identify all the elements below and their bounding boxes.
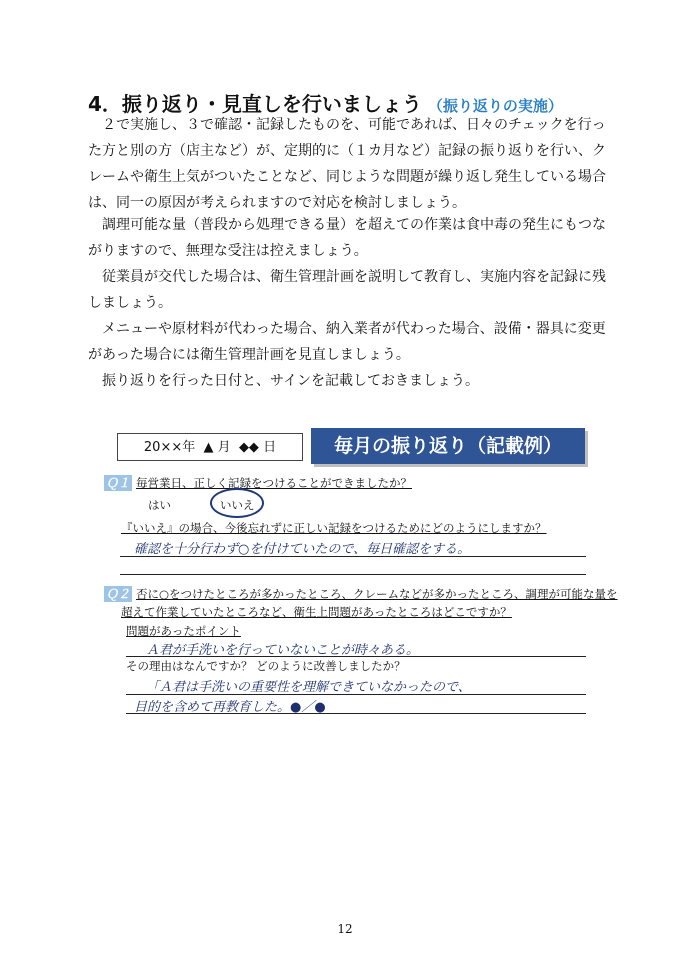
q2-reason-answer-line1: 「Ａ君は手洗いの重要性を理解できていなかったので、 xyxy=(146,680,471,695)
paragraph-1: ２で実施し、３で確認・記録したものを、可能であれば、日々のチェックを行った方と別の方（店主など）が、定期的に（１カ月など）記録の振り返りを行い、クレームや衛生上気がついたことなど、同じような問題が繰り返し発生している場合は、同一の原因が考えられますので対応を検討しましょう。 xyxy=(88,117,606,211)
q2-reason-answer-line2: 目的を含めて再教育した。●／● xyxy=(134,700,326,715)
date-year: 20×× xyxy=(143,440,183,455)
date-month: ▲ xyxy=(203,440,214,455)
answer-line xyxy=(126,713,586,714)
paragraph-5: 振り返りを行った日付と、サインを記載しておきましょう。 xyxy=(102,373,480,389)
paragraph-4: メニューや原材料が代わった場合、納入業者が代わった場合、設備・器具に変更があった場合には衛生管理計画を見直しましょう。 xyxy=(88,321,606,363)
date-month-unit: 月 xyxy=(217,440,231,455)
example-title: 毎月の振り返り（記載例） xyxy=(311,428,585,464)
paragraph-3: 従業員が交代した場合は、衛生管理計画を説明して教育し、実施内容を記録に残しましょう。 xyxy=(88,269,606,311)
heading-main: 4．振り返り・見直しを行いましょう xyxy=(88,92,422,116)
date-day-unit: 日 xyxy=(263,440,277,455)
answer-line xyxy=(120,574,586,575)
date-field xyxy=(117,433,303,461)
answer-line xyxy=(126,694,586,695)
q2-question-line1: 否に○をつけたところが多かったところ、クレームなどが多かったところ、調理が可能な量を xyxy=(136,587,618,601)
q1-option-no: いいえ xyxy=(220,498,255,512)
selection-circle xyxy=(210,488,264,518)
paragraph-2: 調理可能な量（普段から処理できる量）を超えての作業は食中毒の発生にもつながりますので、無理な受注は控えましょう。 xyxy=(88,217,606,259)
q2-label: Ｑ２ xyxy=(105,587,130,601)
q1-label: Ｑ１ xyxy=(105,476,130,490)
date-day: ◆◆ xyxy=(238,440,259,455)
answer-line xyxy=(120,556,586,557)
heading-sub: （振り返りの実施） xyxy=(427,97,563,115)
q1-question: 毎営業日、正しく記録をつけることができましたか？ xyxy=(136,476,412,490)
date-year-unit: 年 xyxy=(182,440,196,455)
q2-question-line2: 超えて作業していたところなど、衛生上問題があったところはどこですか？ xyxy=(121,605,512,619)
answer-line xyxy=(126,656,586,657)
q1-answer: 確認を十分行わず○を付けていたので、毎日確認をする。 xyxy=(134,542,471,557)
q1-followup: 『いいえ』の場合、今後忘れずに正しい記録をつけるためにどのようにしますか？ xyxy=(121,521,547,535)
q2-reason-label: その理由はなんですか？ どのように改善しましたか？ xyxy=(126,659,406,673)
q1-option-yes: はい xyxy=(148,498,171,512)
q2-point-label: 問題があったポイント xyxy=(126,624,241,638)
page-number: 12 xyxy=(337,922,353,936)
q2-point-answer: Ａ君が手洗いを行っていないことが時々ある。 xyxy=(146,643,420,658)
